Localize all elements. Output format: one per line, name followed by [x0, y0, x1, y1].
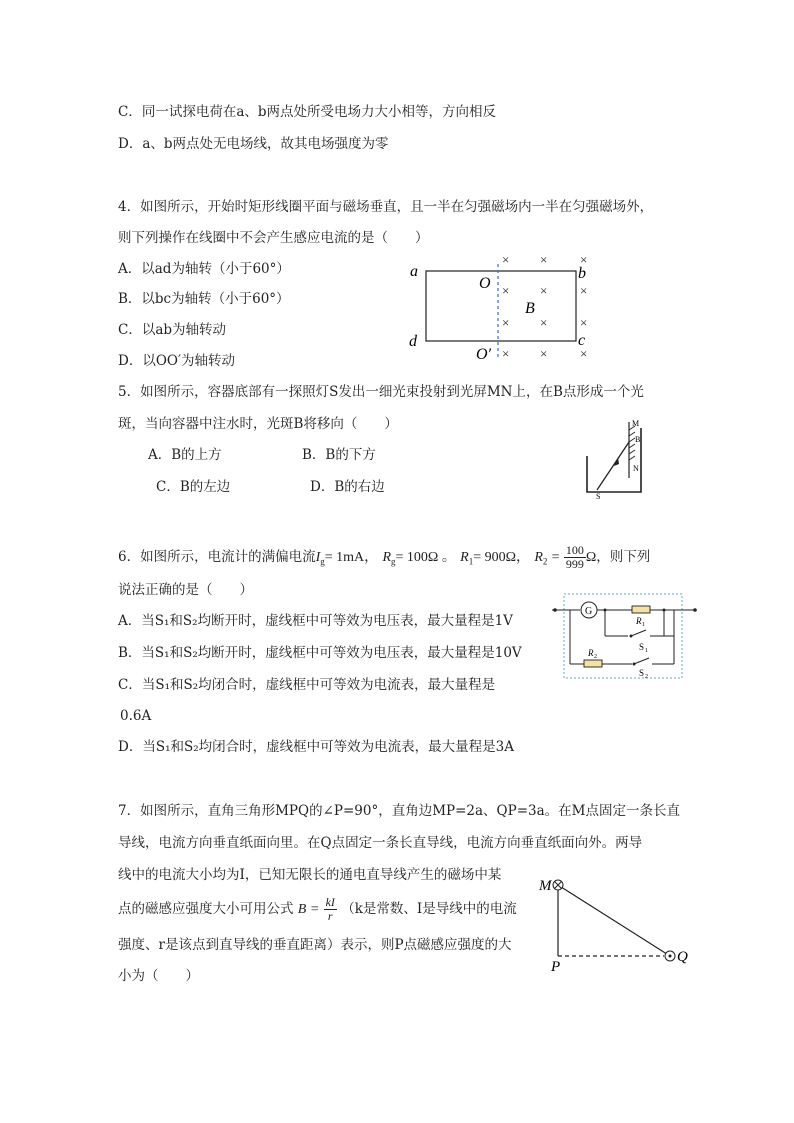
q4-field-cross: × — [502, 283, 510, 298]
q6-r2-unit: Ω — [585, 550, 597, 565]
q7-stem4-prefix: 点的磁感应强度大小可用公式 — [118, 901, 294, 917]
q7-triangle-figure — [536, 872, 696, 972]
q4-stem-line1: 4．如图所示，开始时矩形线圈平面与磁场垂直，且一半在匀强磁场内一半在匀强磁场外， — [118, 199, 654, 215]
q6-stem-suffix: ，则下列 — [596, 549, 651, 565]
q6-s1-fig-sub: 1 — [645, 648, 648, 654]
q6-r2-denominator: 999 — [565, 557, 584, 571]
q6-ig-subscript: g — [320, 556, 325, 567]
q6-switch-s1 — [631, 630, 646, 636]
q6-rg-symbol: R — [382, 550, 392, 565]
q4-label-d: d — [409, 333, 417, 350]
q7-stem-line4 — [118, 896, 517, 923]
q6-switch-s2 — [634, 658, 649, 664]
q4-coil-rectangle — [426, 271, 576, 341]
q4-field-cross: × — [502, 252, 510, 267]
q6-galvanometer-label: G — [585, 606, 593, 617]
q5-container-walls — [587, 428, 641, 492]
q6-option-c-cont: 0.6A — [120, 708, 152, 724]
q4-label-a: a — [410, 263, 418, 280]
q5-option-a: A．B的上方 — [148, 447, 222, 463]
q6-stem-prefix: 6．如图所示，电流计的满偏电流 — [118, 549, 316, 565]
q4-label-b: b — [578, 265, 586, 282]
q4-label-c: c — [578, 332, 586, 349]
q6-rg-value: = 100Ω 。 — [395, 550, 456, 565]
q5-label-n: N — [633, 464, 639, 473]
q4-coil-figure — [402, 250, 602, 366]
q4-label-field-b: B — [525, 300, 535, 317]
q4-field-cross: × — [540, 283, 548, 298]
q5-option-c: C．B的左边 — [156, 479, 231, 495]
q6-s1-fig-label: S — [639, 642, 645, 652]
q6-r1-fig-label: R — [636, 616, 642, 626]
q6-r2-fig-sub: 2 — [594, 654, 597, 660]
q6-r1-fig-sub: 1 — [642, 622, 645, 628]
q4-field-cross: × — [502, 346, 510, 361]
q4-label-o-prime: O′ — [476, 346, 492, 363]
q7-label-p: P — [551, 959, 561, 972]
q5-stem-line1: 5．如图所示，容器底部有一探照灯S发出一细光束投射到光屏MN上，在B点形成一个光 — [118, 384, 644, 400]
q4-label-o: O — [479, 275, 491, 292]
q6-option-b: B．当S₁和S₂均断开时，虚线框中可等效为电压表，最大量程是10V — [118, 645, 522, 661]
q4-field-cross: × — [502, 315, 510, 330]
q7-stem-line3: 线中的电流大小均为I，已知无限长的通电直导线产生的磁场中某 — [118, 867, 502, 883]
q4-field-cross: × — [540, 315, 548, 330]
q3-option-d: D．a、b两点处无电场线，故其电场强度为零 — [118, 136, 389, 152]
q7-formula-numerator: kI — [325, 895, 335, 909]
q7-stem-line6: 小为（ ） — [118, 968, 199, 984]
q7-stem-line1: 7．如图所示，直角三角形MPQ的∠P=90°，直角边MP=2a、QP=3a。在M点固定一条长直 — [118, 803, 680, 819]
q6-r1-symbol: R — [460, 550, 469, 565]
q4-option-b: B．以bc为轴转（小于60°） — [118, 291, 290, 307]
q6-stem-line2: 说法正确的是（ ） — [118, 582, 253, 598]
q6-terminal-left — [553, 608, 557, 612]
q6-terminal-right — [693, 608, 697, 612]
q4-field-cross: × — [540, 252, 548, 267]
q6-rg-subscript: g — [391, 556, 396, 567]
q7-formula-denominator: r — [327, 909, 333, 923]
q5-light-beam — [597, 442, 629, 490]
q4-field-cross: × — [580, 346, 588, 361]
q6-option-c: C．当S₁和S₂均闭合时，虚线框中可等效为电流表，最大量程是 — [118, 677, 496, 693]
q6-option-d: D．当S₁和S₂均闭合时，虚线框中可等效为电流表，最大量程是3A — [118, 739, 514, 755]
q3-option-c: C．同一试探电荷在a、b两点处所受电场力大小相等，方向相反 — [118, 104, 497, 120]
q6-s2-fig-sub: 2 — [645, 674, 648, 680]
q7-label-q: Q — [677, 949, 688, 965]
q4-field-cross: × — [540, 346, 548, 361]
q7-formula-lhs: B = — [297, 902, 320, 917]
q6-resistor-r2 — [584, 660, 602, 667]
q6-circuit-figure — [552, 590, 698, 682]
q4-field-cross: × — [580, 252, 588, 267]
q6-ig-value: = 1mA， — [324, 550, 379, 565]
q4-option-d: D．以OO′为轴转动 — [118, 353, 236, 369]
q5-option-d: D．B的右边 — [310, 479, 385, 495]
q4-field-cross: × — [580, 283, 588, 298]
q5-label-s: S — [596, 492, 601, 500]
q6-r1-subscript: 1 — [468, 556, 474, 567]
q7-label-m: M — [539, 878, 552, 894]
q6-stem-line1 — [118, 544, 650, 571]
q4-option-a: A．以ad为轴转（小于60°） — [118, 261, 290, 277]
q6-r1-value: = 900Ω， — [473, 550, 531, 565]
q6-resistor-r1 — [632, 606, 650, 613]
q6-option-a: A．当S₁和S₂均断开时，虚线框中可等效为电压表，最大量程是1V — [118, 613, 513, 629]
q6-s2-fig-label: S — [639, 668, 645, 678]
q6-ig-symbol: I — [315, 550, 321, 565]
q7-stem4-suffix: （k是常数、I是导线中的电流 — [341, 901, 517, 917]
q5-stem-line2: 斑，当向容器中注水时，光斑B将移向（ ） — [118, 416, 398, 432]
q4-option-c: C．以ab为轴转动 — [118, 322, 227, 338]
q4-stem-line2: 则下列操作在线圈中不会产生感应电流的是（ ） — [118, 230, 429, 246]
q5-option-b: B．B的下方 — [302, 447, 376, 463]
q5-label-b: B — [635, 435, 641, 444]
q5-container-figure — [583, 418, 663, 500]
q7-stem-line2: 导线，电流方向垂直纸面向里。在Q点固定一条长直导线，电流方向垂直纸面向外。两导 — [118, 835, 643, 851]
q7-formula-fraction — [324, 896, 337, 923]
q4-field-cross: × — [580, 315, 588, 330]
q6-r2-symbol: R — [534, 550, 543, 565]
q6-r2-fig-label: R — [588, 648, 594, 658]
q6-r2-subscript: 2 — [542, 556, 548, 567]
q6-r2-numerator: 100 — [565, 543, 584, 557]
q6-r2-fraction — [564, 544, 586, 571]
q7-hypotenuse-mq — [558, 885, 670, 956]
q7-stem-line5: 强度、r是该点到直导线的垂直距离）表示，则P点磁感应强度的大 — [118, 937, 512, 953]
q6-r2-equals: = — [551, 550, 560, 565]
q5-label-m: M — [632, 419, 640, 428]
